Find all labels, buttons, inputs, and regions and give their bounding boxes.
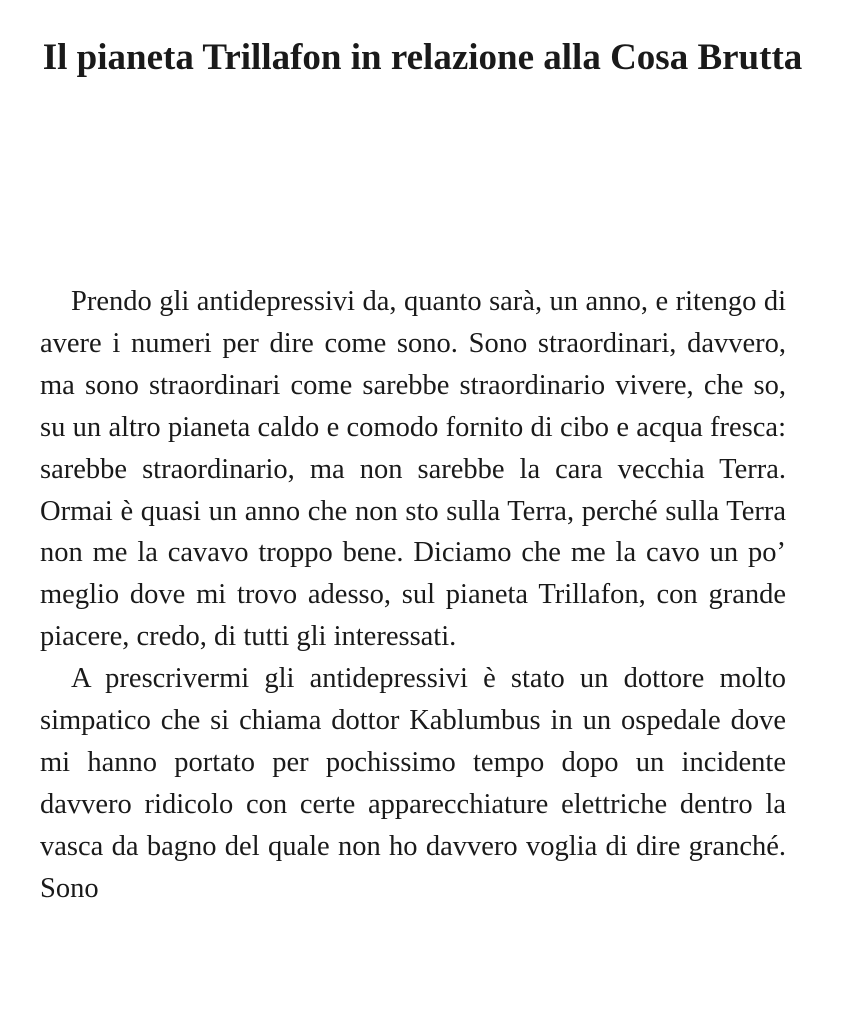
paragraph-2: A prescrivermi gli antidepressivi è stato un dottore molto simpatico che si chiama dottor Kablumbus in un ospedale dove mi hanno portato per pochissimo tempo dopo un incidente davvero ridicolo con certe apparecchiature elettriche dentro la vasca da bagno del quale non ho davvero voglia di dire granché. Sono: [40, 663, 786, 904]
chapter-title: Il pianeta Trillafon in relazione alla Cosa Brutta: [42, 37, 803, 78]
paragraph-1: Prendo gli antidepressivi da, quanto sarà, un anno, e ritengo di avere i numeri per dire come sono. Sono straordinari, davvero, ma sono straordinari come sarebbe straordinario vivere, che so, su un altro pianeta caldo e comodo fornito di cibo e acqua fresca: sarebbe straordinario, ma non sarebbe la cara vecchia Terra. Ormai è quasi un anno che non sto sulla Terra, perché sulla Terra non me la cavavo troppo bene. Diciamo che me la cavo un po’ meglio dove mi trovo adesso, sul pianeta Trillafon, con grande piacere, credo, di tutti gli interessati.: [40, 286, 786, 653]
body-text: [40, 281, 786, 910]
